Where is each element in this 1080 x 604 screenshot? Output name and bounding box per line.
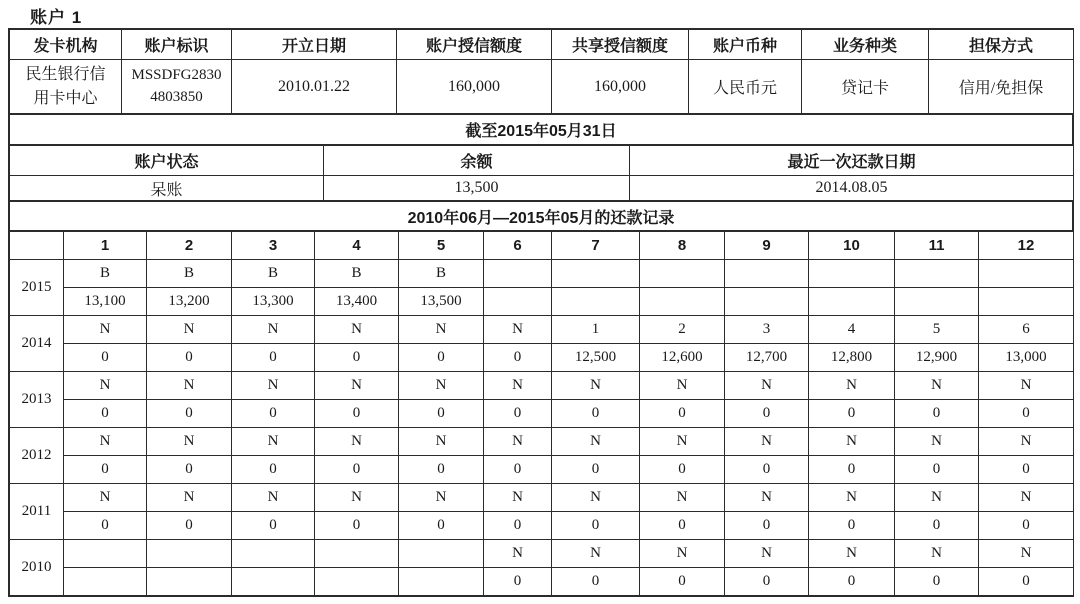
history-amount-2015-m11 [895, 288, 979, 316]
history-amount-2012-m1: 0 [64, 456, 147, 484]
history-amount-2010-m8: 0 [640, 568, 725, 596]
col-header-shared-credit-limit: 共享授信额度 [552, 30, 689, 60]
history-amount-2010-m10: 0 [809, 568, 895, 596]
account-id-value [122, 60, 232, 114]
history-amount-2013-m4: 0 [315, 400, 399, 428]
history-amount-2010-m9: 0 [725, 568, 809, 596]
account-table [8, 28, 1074, 597]
month-header-5: 5 [399, 232, 484, 260]
col-header-guarantee-method: 担保方式 [929, 30, 1074, 60]
history-amount-2012-m2: 0 [147, 456, 232, 484]
history-amount-2014-m9: 12,700 [725, 344, 809, 372]
history-status-row-2015 [10, 260, 1074, 288]
history-status-2015-m5: B [399, 260, 484, 288]
history-status-2013-m8: N [640, 372, 725, 400]
month-header-2: 2 [147, 232, 232, 260]
history-amount-2010-m7: 0 [552, 568, 640, 596]
history-amount-2012-m4: 0 [315, 456, 399, 484]
history-status-2012-m11: N [895, 428, 979, 456]
history-amount-2012-m3: 0 [232, 456, 315, 484]
month-header-9: 9 [725, 232, 809, 260]
history-status-2011-m10: N [809, 484, 895, 512]
history-status-2014-m11: 5 [895, 316, 979, 344]
col-header-account-id: 账户标识 [122, 30, 232, 60]
col-header-last-repayment-date: 最近一次还款日期 [630, 146, 1074, 176]
history-status-2015-m2: B [147, 260, 232, 288]
as-of-date: 截至2015年05月31日 [10, 115, 1073, 145]
history-table [9, 231, 1074, 596]
history-status-row-2013 [10, 372, 1074, 400]
history-status-2011-m12: N [979, 484, 1074, 512]
history-status-2014-m5: N [399, 316, 484, 344]
status-header-row [10, 146, 1074, 176]
history-status-2012-m4: N [315, 428, 399, 456]
history-amount-2011-m12: 0 [979, 512, 1074, 540]
month-header-12: 12 [979, 232, 1074, 260]
history-status-2015-m4: B [315, 260, 399, 288]
history-status-2010-m4 [315, 540, 399, 568]
history-status-2010-m10: N [809, 540, 895, 568]
history-amount-2012-m11: 0 [895, 456, 979, 484]
history-amount-2013-m6: 0 [484, 400, 552, 428]
history-status-2015-m12 [979, 260, 1074, 288]
history-amount-2015-m10 [809, 288, 895, 316]
history-status-2011-m2: N [147, 484, 232, 512]
shared-credit-limit-value: 160,000 [552, 60, 689, 114]
history-amount-2012-m10: 0 [809, 456, 895, 484]
history-amount-2014-m6: 0 [484, 344, 552, 372]
year-label-2013: 2013 [10, 372, 64, 428]
history-title: 2010年06月—2015年05月的还款记录 [10, 202, 1073, 231]
history-amount-2013-m10: 0 [809, 400, 895, 428]
issuer-value [10, 60, 122, 114]
year-label-2014: 2014 [10, 316, 64, 372]
history-amount-2015-m9 [725, 288, 809, 316]
history-amount-2013-m7: 0 [552, 400, 640, 428]
history-status-2010-m2 [147, 540, 232, 568]
year-label-2011: 2011 [10, 484, 64, 540]
history-amount-2012-m6: 0 [484, 456, 552, 484]
history-status-2013-m9: N [725, 372, 809, 400]
history-amount-row-2012 [10, 456, 1074, 484]
account-id-line-2: 4803850 [150, 88, 203, 105]
history-amount-2011-m9: 0 [725, 512, 809, 540]
history-status-2013-m3: N [232, 372, 315, 400]
guarantee-method-value: 信用/免担保 [929, 60, 1074, 114]
history-amount-row-2011 [10, 512, 1074, 540]
history-status-2015-m1: B [64, 260, 147, 288]
history-status-2011-m5: N [399, 484, 484, 512]
history-status-2012-m2: N [147, 428, 232, 456]
history-amount-2012-m7: 0 [552, 456, 640, 484]
status-value-row [10, 176, 1074, 201]
history-status-2012-m6: N [484, 428, 552, 456]
history-status-2010-m12: N [979, 540, 1074, 568]
history-title-table [9, 201, 1073, 231]
history-amount-2010-m6: 0 [484, 568, 552, 596]
history-amount-2014-m8: 12,600 [640, 344, 725, 372]
history-amount-2011-m7: 0 [552, 512, 640, 540]
history-status-2015-m3: B [232, 260, 315, 288]
history-amount-2010-m1 [64, 568, 147, 596]
history-status-2010-m1 [64, 540, 147, 568]
status-table [9, 145, 1074, 201]
history-amount-row-2015 [10, 288, 1074, 316]
history-amount-2015-m2: 13,200 [147, 288, 232, 316]
col-header-balance: 余额 [324, 146, 630, 176]
history-status-2012-m1: N [64, 428, 147, 456]
business-type-value: 贷记卡 [802, 60, 929, 114]
history-amount-2012-m5: 0 [399, 456, 484, 484]
last-repayment-date-value: 2014.08.05 [630, 176, 1074, 201]
history-status-2011-m6: N [484, 484, 552, 512]
history-amount-2010-m2 [147, 568, 232, 596]
history-status-2010-m3 [232, 540, 315, 568]
history-status-2012-m8: N [640, 428, 725, 456]
month-header-10: 10 [809, 232, 895, 260]
history-amount-2012-m12: 0 [979, 456, 1074, 484]
history-status-2010-m5 [399, 540, 484, 568]
issuer-line-2: 用卡中心 [33, 89, 98, 107]
history-amount-2012-m9: 0 [725, 456, 809, 484]
history-status-2015-m11 [895, 260, 979, 288]
history-status-2013-m5: N [399, 372, 484, 400]
history-status-2015-m6 [484, 260, 552, 288]
history-status-2012-m10: N [809, 428, 895, 456]
history-amount-2011-m3: 0 [232, 512, 315, 540]
history-status-2010-m7: N [552, 540, 640, 568]
history-status-row-2010 [10, 540, 1074, 568]
history-amount-2014-m1: 0 [64, 344, 147, 372]
history-amount-2014-m11: 12,900 [895, 344, 979, 372]
history-amount-2014-m5: 0 [399, 344, 484, 372]
history-status-2010-m9: N [725, 540, 809, 568]
col-header-open-date: 开立日期 [232, 30, 397, 60]
month-header-row [10, 232, 1074, 260]
history-status-2010-m8: N [640, 540, 725, 568]
account-section-title: 账户 1 [30, 8, 83, 27]
history-status-row-2014 [10, 316, 1074, 344]
account-id-line-1: MSSDFG2830 [131, 66, 222, 83]
history-status-2013-m10: N [809, 372, 895, 400]
history-amount-2013-m3: 0 [232, 400, 315, 428]
history-amount-2011-m10: 0 [809, 512, 895, 540]
history-amount-2014-m4: 0 [315, 344, 399, 372]
history-amount-2011-m8: 0 [640, 512, 725, 540]
history-amount-2014-m10: 12,800 [809, 344, 895, 372]
history-amount-2010-m4 [315, 568, 399, 596]
account-status-value: 呆账 [10, 176, 324, 201]
history-amount-2011-m11: 0 [895, 512, 979, 540]
history-amount-2014-m2: 0 [147, 344, 232, 372]
history-status-2013-m12: N [979, 372, 1074, 400]
account-summary-table [9, 29, 1074, 114]
month-header-11: 11 [895, 232, 979, 260]
history-status-2013-m7: N [552, 372, 640, 400]
history-amount-2015-m3: 13,300 [232, 288, 315, 316]
history-amount-2014-m7: 12,500 [552, 344, 640, 372]
history-status-2014-m9: 3 [725, 316, 809, 344]
history-status-2010-m11: N [895, 540, 979, 568]
balance-value: 13,500 [324, 176, 630, 201]
history-amount-2013-m11: 0 [895, 400, 979, 428]
history-amount-2013-m9: 0 [725, 400, 809, 428]
history-amount-2015-m5: 13,500 [399, 288, 484, 316]
issuer-line-1: 民生银行信 [25, 66, 106, 84]
history-amount-2015-m4: 13,400 [315, 288, 399, 316]
history-status-2010-m6: N [484, 540, 552, 568]
history-status-2012-m3: N [232, 428, 315, 456]
history-amount-2015-m1: 13,100 [64, 288, 147, 316]
history-status-2013-m2: N [147, 372, 232, 400]
history-amount-2011-m5: 0 [399, 512, 484, 540]
history-amount-row-2010 [10, 568, 1074, 596]
col-header-business-type: 业务种类 [802, 30, 929, 60]
history-amount-2010-m3 [232, 568, 315, 596]
history-status-2014-m6: N [484, 316, 552, 344]
history-status-2014-m7: 1 [552, 316, 640, 344]
as-of-table [9, 114, 1073, 145]
history-amount-2011-m1: 0 [64, 512, 147, 540]
history-amount-2013-m2: 0 [147, 400, 232, 428]
history-status-2011-m9: N [725, 484, 809, 512]
history-status-2011-m8: N [640, 484, 725, 512]
history-status-2011-m1: N [64, 484, 147, 512]
month-header-7: 7 [552, 232, 640, 260]
history-amount-2015-m7 [552, 288, 640, 316]
history-amount-row-2014 [10, 344, 1074, 372]
credit-limit-value: 160,000 [397, 60, 552, 114]
history-status-2015-m7 [552, 260, 640, 288]
account-summary-value-row [10, 60, 1074, 114]
col-header-account-status: 账户状态 [10, 146, 324, 176]
history-amount-2015-m8 [640, 288, 725, 316]
history-status-2013-m4: N [315, 372, 399, 400]
history-status-2011-m3: N [232, 484, 315, 512]
month-header-8: 8 [640, 232, 725, 260]
history-amount-2010-m12: 0 [979, 568, 1074, 596]
history-status-row-2012 [10, 428, 1074, 456]
history-amount-2011-m2: 0 [147, 512, 232, 540]
month-header-6: 6 [484, 232, 552, 260]
history-status-2013-m6: N [484, 372, 552, 400]
history-status-2014-m8: 2 [640, 316, 725, 344]
history-status-2011-m4: N [315, 484, 399, 512]
history-amount-2014-m3: 0 [232, 344, 315, 372]
history-status-row-2011 [10, 484, 1074, 512]
history-status-2014-m1: N [64, 316, 147, 344]
month-header-corner [10, 232, 64, 260]
history-amount-2012-m8: 0 [640, 456, 725, 484]
month-header-1: 1 [64, 232, 147, 260]
history-status-2012-m5: N [399, 428, 484, 456]
history-amount-2013-m1: 0 [64, 400, 147, 428]
history-status-2011-m7: N [552, 484, 640, 512]
account-summary-header-row [10, 30, 1074, 60]
col-header-credit-limit: 账户授信额度 [397, 30, 552, 60]
history-status-2012-m7: N [552, 428, 640, 456]
history-status-2015-m9 [725, 260, 809, 288]
history-amount-2010-m5 [399, 568, 484, 596]
history-status-2015-m10 [809, 260, 895, 288]
history-amount-2014-m12: 13,000 [979, 344, 1074, 372]
month-header-3: 3 [232, 232, 315, 260]
history-amount-2013-m8: 0 [640, 400, 725, 428]
history-status-2011-m11: N [895, 484, 979, 512]
history-status-2015-m8 [640, 260, 725, 288]
col-header-issuer: 发卡机构 [10, 30, 122, 60]
history-status-2013-m1: N [64, 372, 147, 400]
col-header-currency: 账户币种 [689, 30, 802, 60]
history-amount-2011-m4: 0 [315, 512, 399, 540]
open-date-value: 2010.01.22 [232, 60, 397, 114]
history-status-2014-m3: N [232, 316, 315, 344]
month-header-4: 4 [315, 232, 399, 260]
history-amount-2011-m6: 0 [484, 512, 552, 540]
history-status-2014-m10: 4 [809, 316, 895, 344]
year-label-2015: 2015 [10, 260, 64, 316]
history-amount-2013-m12: 0 [979, 400, 1074, 428]
history-amount-row-2013 [10, 400, 1074, 428]
history-status-2014-m2: N [147, 316, 232, 344]
currency-value: 人民币元 [689, 60, 802, 114]
year-label-2010: 2010 [10, 540, 64, 596]
history-amount-2013-m5: 0 [399, 400, 484, 428]
history-status-2013-m11: N [895, 372, 979, 400]
history-amount-2015-m6 [484, 288, 552, 316]
history-title-row [10, 202, 1073, 231]
history-amount-2015-m12 [979, 288, 1074, 316]
history-status-2012-m9: N [725, 428, 809, 456]
history-status-2014-m12: 6 [979, 316, 1074, 344]
history-status-2012-m12: N [979, 428, 1074, 456]
history-amount-2010-m11: 0 [895, 568, 979, 596]
year-label-2012: 2012 [10, 428, 64, 484]
as-of-row [10, 115, 1073, 145]
history-status-2014-m4: N [315, 316, 399, 344]
